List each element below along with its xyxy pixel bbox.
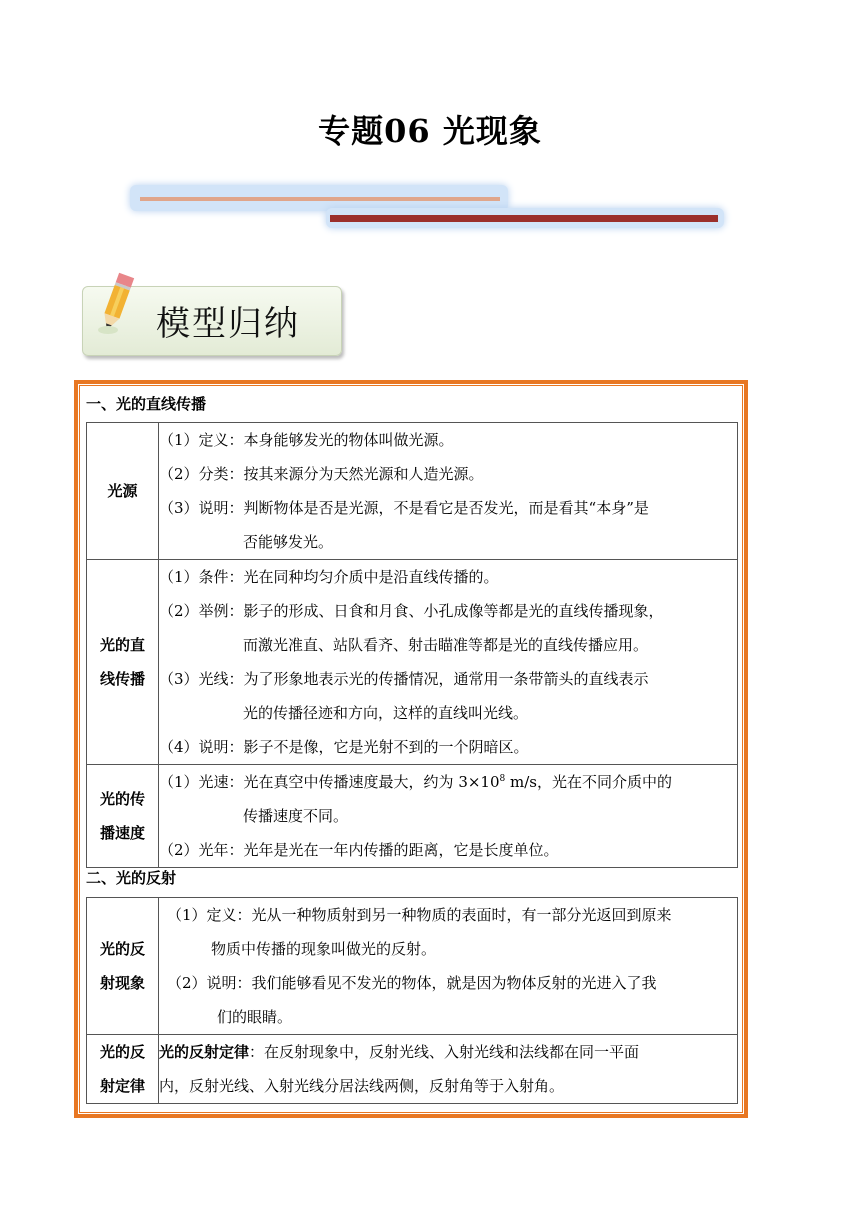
text-line: （3）说明：判断物体是否是光源，不是看它是否发光，而是看其“本身”是 — [159, 499, 649, 517]
text-line: 内，反射光线、入射光线分居法线两侧，反射角等于入射角。 — [159, 1077, 565, 1095]
law-term: 光的反射定律 — [159, 1043, 250, 1061]
table-row — [87, 898, 738, 1035]
row-label: 光源 — [87, 423, 159, 560]
table-light-propagation — [86, 422, 738, 868]
table-row — [87, 560, 738, 765]
speed-text: （1）光速：光在真空中传播速度最大，约为 3×10 — [159, 773, 500, 791]
row-content — [159, 898, 738, 1035]
decorative-line-top — [140, 197, 500, 201]
page-title: 专题06 光现象 — [318, 112, 542, 150]
table-row — [87, 1035, 738, 1104]
speed-exponent: 8 — [499, 774, 506, 784]
text-line: 而激光准直、站队看齐、射击瞄准等都是光的直线传播应用。 — [243, 636, 649, 654]
text-line: 否能够发光。 — [243, 533, 334, 551]
text-line: （2）光年：光年是光在一年内传播的距离，它是长度单位。 — [159, 841, 559, 859]
law-text: ：在反射现象中，反射光线、入射光线和法线都在同一平面 — [249, 1043, 640, 1061]
text-line: 物质中传播的现象叫做光的反射。 — [211, 940, 437, 958]
row-label-text: 光的传播速度 — [99, 790, 145, 842]
section-heading-1: 一、光的直线传播 — [86, 395, 207, 413]
row-label — [87, 765, 159, 868]
row-content — [159, 765, 738, 868]
text-line: （1）定义：光从一种物质射到另一种物质的表面时，有一部分光返回到原来 — [167, 906, 672, 924]
table-row — [87, 765, 738, 868]
section-heading-2: 二、光的反射 — [86, 869, 177, 887]
text-line: 光的传播径迹和方向，这样的直线叫光线。 — [243, 704, 529, 722]
text-line: （2）举例：影子的形成、日食和月食、小孔成像等都是光的直线传播现象， — [159, 602, 664, 620]
text-line — [159, 765, 737, 799]
text-line: （2）说明：我们能够看见不发光的物体，就是因为物体反射的光进入了我 — [167, 974, 657, 992]
pencil-icon — [92, 270, 142, 340]
table-light-reflection — [86, 897, 738, 1104]
text-line: （3）光线：为了形象地表示光的传播情况，通常用一条带箭头的直线表示 — [159, 670, 649, 688]
decorative-line-bottom — [330, 215, 718, 222]
text-line: 们的眼睛。 — [217, 1008, 293, 1026]
text-line: （1）定义：本身能够发光的物体叫做光源。 — [159, 431, 454, 449]
row-label-text: 光的反射现象 — [99, 940, 145, 992]
text-line: 传播速度不同。 — [243, 807, 349, 825]
row-content — [159, 423, 738, 560]
row-label-text: 光的反射定律 — [99, 1043, 145, 1095]
speed-text-unit: m/s，光在不同介质中的 — [505, 773, 672, 791]
text-line: （2）分类：按其来源分为天然光源和人造光源。 — [159, 465, 484, 483]
row-label-text: 光的直线传播 — [99, 636, 145, 688]
row-label — [87, 898, 159, 1035]
row-content — [159, 560, 738, 765]
text-line — [159, 1035, 737, 1069]
badge-title: 模型归纳 — [156, 304, 300, 344]
row-label — [87, 1035, 159, 1104]
row-label — [87, 560, 159, 765]
text-line: （4）说明：影子不是像，它是光射不到的一个阴暗区。 — [159, 738, 529, 756]
text-line: （1）条件：光在同种均匀介质中是沿直线传播的。 — [159, 568, 499, 586]
row-content — [159, 1035, 738, 1104]
table-row — [87, 423, 738, 560]
